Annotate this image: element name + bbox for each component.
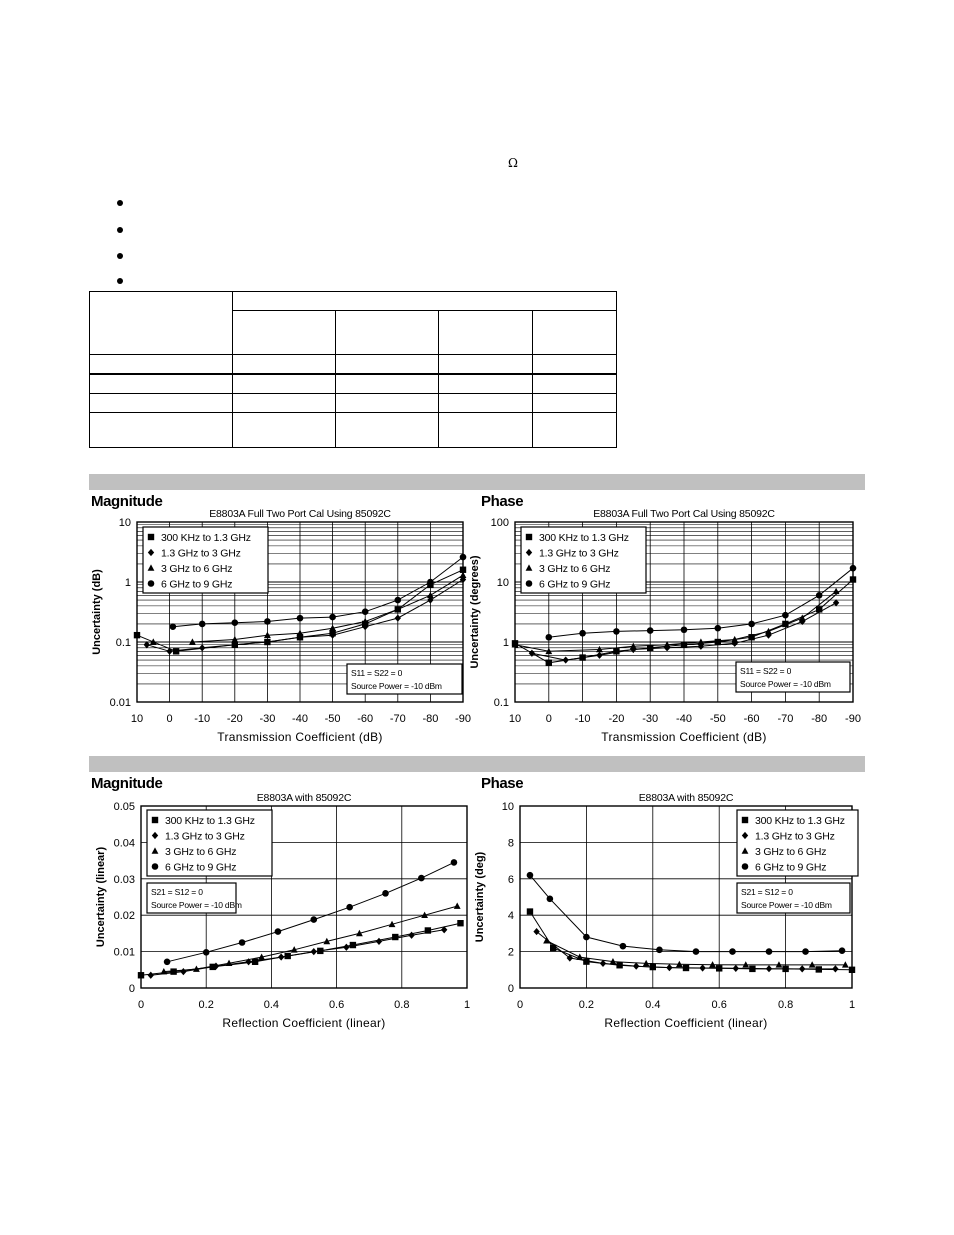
data-point-square [782, 966, 788, 972]
chart-title: E8803A Full Two Port Cal Using 85092C [593, 508, 775, 520]
section-label-phase-bottom: Phase [481, 775, 524, 792]
data-point-square [252, 959, 258, 965]
data-point-square [457, 920, 463, 926]
data-point-circle [766, 948, 773, 955]
chart-title: E8803A with 85092C [638, 792, 734, 804]
data-point-square [748, 634, 754, 640]
x-tick-label: -20 [608, 713, 625, 725]
legend-marker-square [148, 534, 154, 540]
legend-label: 1.3 GHz to 3 GHz [755, 830, 835, 843]
x-tick-label: 0.4 [263, 999, 280, 1011]
x-tick-label: -40 [292, 713, 308, 725]
data-point-square [317, 948, 323, 954]
data-point-square [816, 966, 822, 972]
x-tick-label: -80 [422, 713, 439, 725]
data-point-circle [382, 890, 389, 897]
data-point-square [546, 660, 552, 666]
y-tick-label: 0 [507, 983, 514, 995]
x-tick-label: -30 [642, 713, 659, 725]
data-point-circle [297, 615, 304, 622]
y-tick-label: 0.1 [493, 697, 509, 709]
x-tick-label: -90 [845, 713, 861, 725]
data-point-triangle [427, 592, 434, 598]
legend-marker-circle [526, 580, 533, 587]
section-label-magnitude-bottom: Magnitude [91, 775, 163, 792]
y-axis-label: Uncertainty (degrees) [469, 555, 481, 669]
legend-label: 1.3 GHz to 3 GHz [161, 547, 241, 560]
legend-label: 300 KHz to 1.3 GHz [755, 815, 845, 827]
y-tick-label: 0 [128, 983, 135, 995]
y-axis-label: Uncertainty (linear) [95, 846, 107, 948]
data-point-circle [527, 872, 534, 879]
data-point-circle [232, 619, 239, 626]
x-tick-label: 0.6 [328, 999, 345, 1011]
data-point-square [350, 942, 356, 948]
legend-label: 3 GHz to 6 GHz [755, 846, 827, 858]
chart-transmission-magnitude [91, 508, 471, 744]
data-point-circle [748, 621, 755, 628]
data-point-circle [693, 948, 700, 955]
trend-line [530, 912, 852, 970]
y-tick-label: 8 [507, 837, 514, 850]
data-point-square [425, 927, 431, 933]
y-axis-label: Uncertainty (deg) [474, 851, 486, 943]
legend-label: 6 GHz to 9 GHz [161, 578, 233, 591]
data-point-diamond [311, 948, 317, 955]
data-point-circle [164, 958, 171, 965]
data-point-circle [460, 554, 467, 561]
data-point-diamond [180, 968, 186, 975]
x-tick-label: -10 [194, 713, 211, 725]
legend-label: 6 GHz to 9 GHz [755, 861, 827, 874]
x-tick-label: -60 [357, 713, 374, 725]
data-point-diamond [766, 965, 772, 972]
data-point-diamond [533, 928, 539, 935]
data-point-square [616, 962, 622, 968]
data-point-circle [427, 579, 434, 586]
data-point-square [647, 645, 653, 651]
x-axis-label: Reflection Coefficient (linear) [604, 1016, 768, 1030]
legend-label: 3 GHz to 6 GHz [161, 563, 233, 575]
x-tick-label: 1 [463, 999, 471, 1011]
x-tick-label: 10 [130, 713, 144, 725]
y-tick-label: 4 [507, 910, 514, 923]
data-point-triangle [833, 588, 840, 594]
data-point-square [683, 965, 689, 971]
data-point-triangle [454, 903, 461, 909]
chart-reflection-phase [474, 792, 858, 1030]
y-tick-label: 0.1 [115, 637, 131, 649]
data-point-diamond [376, 938, 382, 945]
data-point-square [816, 606, 822, 612]
legend-label: 300 KHz to 1.3 GHz [161, 532, 251, 544]
data-point-square [715, 639, 721, 645]
data-point-circle [647, 627, 654, 634]
x-axis-label: Reflection Coefficient (linear) [222, 1016, 386, 1030]
data-point-circle [199, 621, 206, 628]
data-point-square [550, 945, 556, 951]
x-tick-label: 0.2 [578, 999, 595, 1011]
data-point-circle [451, 859, 458, 866]
data-point-circle [170, 623, 177, 630]
y-tick-label: 100 [490, 517, 509, 529]
x-tick-label: -60 [743, 713, 760, 725]
y-tick-label: 0.01 [109, 697, 131, 709]
annotation-text: Source Power = -10 dBm [151, 900, 242, 910]
y-tick-label: 1 [124, 577, 131, 589]
data-point-circle [839, 947, 846, 954]
x-tick-label: 0.6 [711, 999, 727, 1011]
x-tick-label: 1 [848, 999, 856, 1011]
x-tick-label: 0 [137, 999, 145, 1011]
x-tick-label: 0.8 [777, 999, 794, 1011]
data-point-circle [418, 875, 425, 882]
section-label-phase-top: Phase [481, 493, 524, 510]
data-point-diamond [733, 965, 739, 972]
y-axis-label: Uncertainty (dB) [91, 569, 103, 655]
y-tick-label: 0.01 [113, 946, 135, 959]
legend-label: 300 KHz to 1.3 GHz [165, 815, 255, 827]
data-point-circle [782, 612, 789, 619]
annotation-text: S11 = S22 = 0 [351, 668, 403, 678]
x-tick-label: -40 [676, 713, 692, 725]
trend-line [164, 906, 457, 972]
data-point-circle [729, 948, 736, 955]
data-point-square [527, 908, 533, 914]
data-point-circle [583, 934, 590, 941]
y-tick-label: 1 [502, 637, 509, 649]
y-tick-label: 10 [501, 801, 514, 813]
annotation-text: S11 = S22 = 0 [740, 666, 792, 676]
y-tick-label: 0.02 [113, 910, 135, 923]
x-tick-label: -30 [259, 713, 276, 725]
legend-label: 3 GHz to 6 GHz [539, 563, 611, 575]
legend-marker-circle [742, 863, 749, 870]
x-tick-label: 0.2 [198, 999, 214, 1011]
data-point-circle [850, 565, 857, 572]
chart-title: E8803A with 85092C [256, 792, 352, 804]
y-tick-label: 0.05 [113, 801, 135, 813]
legend-label: 6 GHz to 9 GHz [539, 578, 611, 591]
legend-label: 1.3 GHz to 3 GHz [165, 830, 245, 843]
data-point-circle [362, 608, 369, 615]
data-point-circle [816, 592, 823, 599]
data-point-diamond [343, 944, 349, 951]
data-point-square [579, 654, 585, 660]
trend-line [141, 923, 461, 975]
legend-label: 300 KHz to 1.3 GHz [539, 532, 629, 544]
legend-marker-circle [152, 863, 159, 870]
data-point-square [392, 934, 398, 940]
data-point-diamond [633, 963, 639, 970]
data-point-triangle [576, 953, 583, 959]
annotation-text: Source Power = -10 dBm [741, 900, 832, 910]
x-tick-label: 0 [166, 713, 173, 725]
chart-title: E8803A Full Two Port Cal Using 85092C [209, 508, 391, 520]
data-point-square [170, 968, 176, 974]
x-tick-label: 0 [545, 713, 552, 725]
x-tick-label: -70 [389, 713, 406, 725]
x-tick-label: 0.8 [394, 999, 410, 1011]
x-tick-label: 0 [516, 999, 524, 1011]
data-point-circle [264, 618, 271, 625]
data-point-square [138, 972, 144, 978]
data-point-circle [203, 949, 210, 956]
data-point-diamond [395, 615, 401, 622]
data-point-circle [613, 628, 620, 635]
x-axis-label: Transmission Coefficient (dB) [217, 730, 383, 744]
annotation-text: S21 = S12 = 0 [151, 887, 203, 897]
data-point-circle [620, 943, 627, 950]
data-point-square [613, 648, 619, 654]
data-point-diamond [278, 953, 284, 960]
chart-transmission-phase [469, 508, 861, 744]
data-point-square [681, 642, 687, 648]
legend-marker-circle [148, 580, 155, 587]
data-point-square [285, 953, 291, 959]
y-tick-label: 0.04 [113, 837, 135, 850]
y-tick-label: 10 [118, 517, 131, 529]
data-point-diamond [666, 964, 672, 971]
legend-label: 3 GHz to 6 GHz [165, 846, 237, 858]
annotation-text: S21 = S12 = 0 [741, 887, 793, 897]
annotation-text: Source Power = -10 dBm [351, 681, 442, 691]
data-point-circle [579, 630, 586, 637]
data-point-diamond [699, 964, 705, 971]
data-point-square [849, 967, 855, 973]
data-point-square [782, 621, 788, 627]
data-point-circle [329, 614, 336, 621]
data-point-circle [239, 939, 246, 946]
data-point-square [583, 958, 589, 964]
data-point-circle [546, 634, 553, 641]
x-tick-label: -10 [574, 713, 591, 725]
x-axis-label: Transmission Coefficient (dB) [601, 730, 767, 744]
data-point-square [134, 632, 140, 638]
trend-line [537, 932, 836, 969]
data-point-diamond [148, 972, 154, 979]
data-point-diamond [529, 650, 535, 657]
data-point-circle [310, 916, 317, 923]
data-point-circle [802, 948, 809, 955]
legend-marker-square [152, 817, 158, 823]
data-point-circle [275, 928, 282, 935]
data-point-square [173, 648, 179, 654]
data-point-diamond [799, 965, 805, 972]
legend-marker-square [526, 534, 532, 540]
data-point-diamond [166, 648, 172, 655]
y-tick-label: 10 [496, 577, 509, 589]
y-tick-label: 0.03 [113, 873, 135, 886]
data-point-diamond [832, 965, 838, 972]
data-point-square [749, 966, 755, 972]
x-tick-label: -70 [777, 713, 794, 725]
data-point-diamond [199, 644, 205, 651]
x-tick-label: 10 [508, 713, 522, 725]
data-point-circle [395, 597, 402, 604]
legend-label: 6 GHz to 9 GHz [165, 861, 237, 874]
y-tick-label: 6 [507, 873, 514, 886]
data-point-circle [715, 625, 722, 632]
y-tick-label: 2 [507, 946, 514, 959]
chart-reflection-magnitude [95, 792, 470, 1030]
data-point-circle [656, 946, 663, 953]
legend-marker-square [742, 817, 748, 823]
x-tick-label: -90 [455, 713, 471, 725]
x-tick-label: -50 [709, 713, 726, 725]
data-point-square [650, 964, 656, 970]
x-tick-label: -20 [226, 713, 243, 725]
x-tick-label: -50 [324, 713, 341, 725]
data-point-square [716, 965, 722, 971]
section-label-magnitude-top: Magnitude [91, 493, 163, 510]
annotation-text: Source Power = -10 dBm [740, 679, 831, 689]
data-point-square [850, 576, 856, 582]
legend-label: 1.3 GHz to 3 GHz [539, 547, 619, 560]
omega-symbol: Ω [508, 156, 518, 170]
x-tick-label: -80 [811, 713, 828, 725]
data-point-diamond [563, 656, 569, 663]
x-tick-label: 0.4 [645, 999, 661, 1011]
data-point-circle [547, 896, 554, 903]
data-point-circle [346, 904, 353, 911]
data-point-circle [681, 626, 688, 633]
data-point-diamond [408, 932, 414, 939]
data-point-diamond [596, 652, 602, 659]
